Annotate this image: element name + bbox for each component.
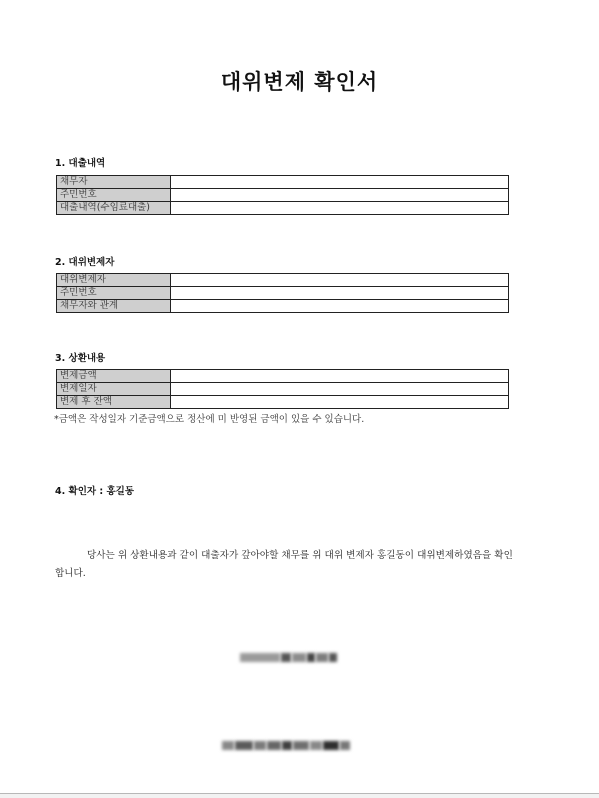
statement-text: 당사는 위 상환내용과 같이 대출자가 갚아야할 채무를 위 대위 변제자 홍길동이 대위변제하였음을 확인 합니다. [55, 550, 513, 579]
page-bottom-band [0, 794, 599, 798]
row-value [171, 274, 509, 287]
row-label: 주민번호 [57, 287, 171, 300]
row-value [171, 287, 509, 300]
redacted-date [240, 652, 338, 662]
row-label: 주민번호 [57, 189, 171, 202]
table-row [57, 396, 509, 409]
row-label: 채무자와 관계 [57, 300, 171, 313]
row-value [171, 202, 509, 215]
row-label: 채무자 [57, 176, 171, 189]
table-row [57, 287, 509, 300]
loan-details-table [56, 175, 509, 215]
row-label: 변제 후 잔액 [57, 396, 171, 409]
row-value [171, 383, 509, 396]
row-value [171, 396, 509, 409]
document-title: 대위변제 확인서 [220, 70, 379, 94]
table-row [57, 202, 509, 215]
table-row [57, 176, 509, 189]
subrogation-payer-table [56, 273, 509, 313]
row-label: 대출내역(수임료대출) [57, 202, 171, 215]
row-value [171, 176, 509, 189]
section-heading-repayment-details: 3. 상환내용 [55, 353, 106, 364]
table-row [57, 370, 509, 383]
row-label: 변제금액 [57, 370, 171, 383]
table-row [57, 300, 509, 313]
repayment-details-table [56, 369, 509, 409]
confirmer-heading: 4. 확인자 : 홍길동 [55, 486, 135, 497]
redacted-company-name [222, 740, 351, 750]
balance-footnote: *금액은 작성일자 기준금액으로 정산에 미 반영된 금액이 있을 수 있습니다. [54, 414, 365, 425]
row-value [171, 300, 509, 313]
row-label: 변제일자 [57, 383, 171, 396]
row-value [171, 370, 509, 383]
section-heading-subrogation-payer: 2. 대위변제자 [55, 257, 115, 268]
confirmation-statement [55, 547, 513, 583]
table-row [57, 383, 509, 396]
table-row [57, 189, 509, 202]
row-label: 대위변제자 [57, 274, 171, 287]
table-row [57, 274, 509, 287]
row-value [171, 189, 509, 202]
section-heading-loan-details: 1. 대출내역 [55, 158, 106, 169]
